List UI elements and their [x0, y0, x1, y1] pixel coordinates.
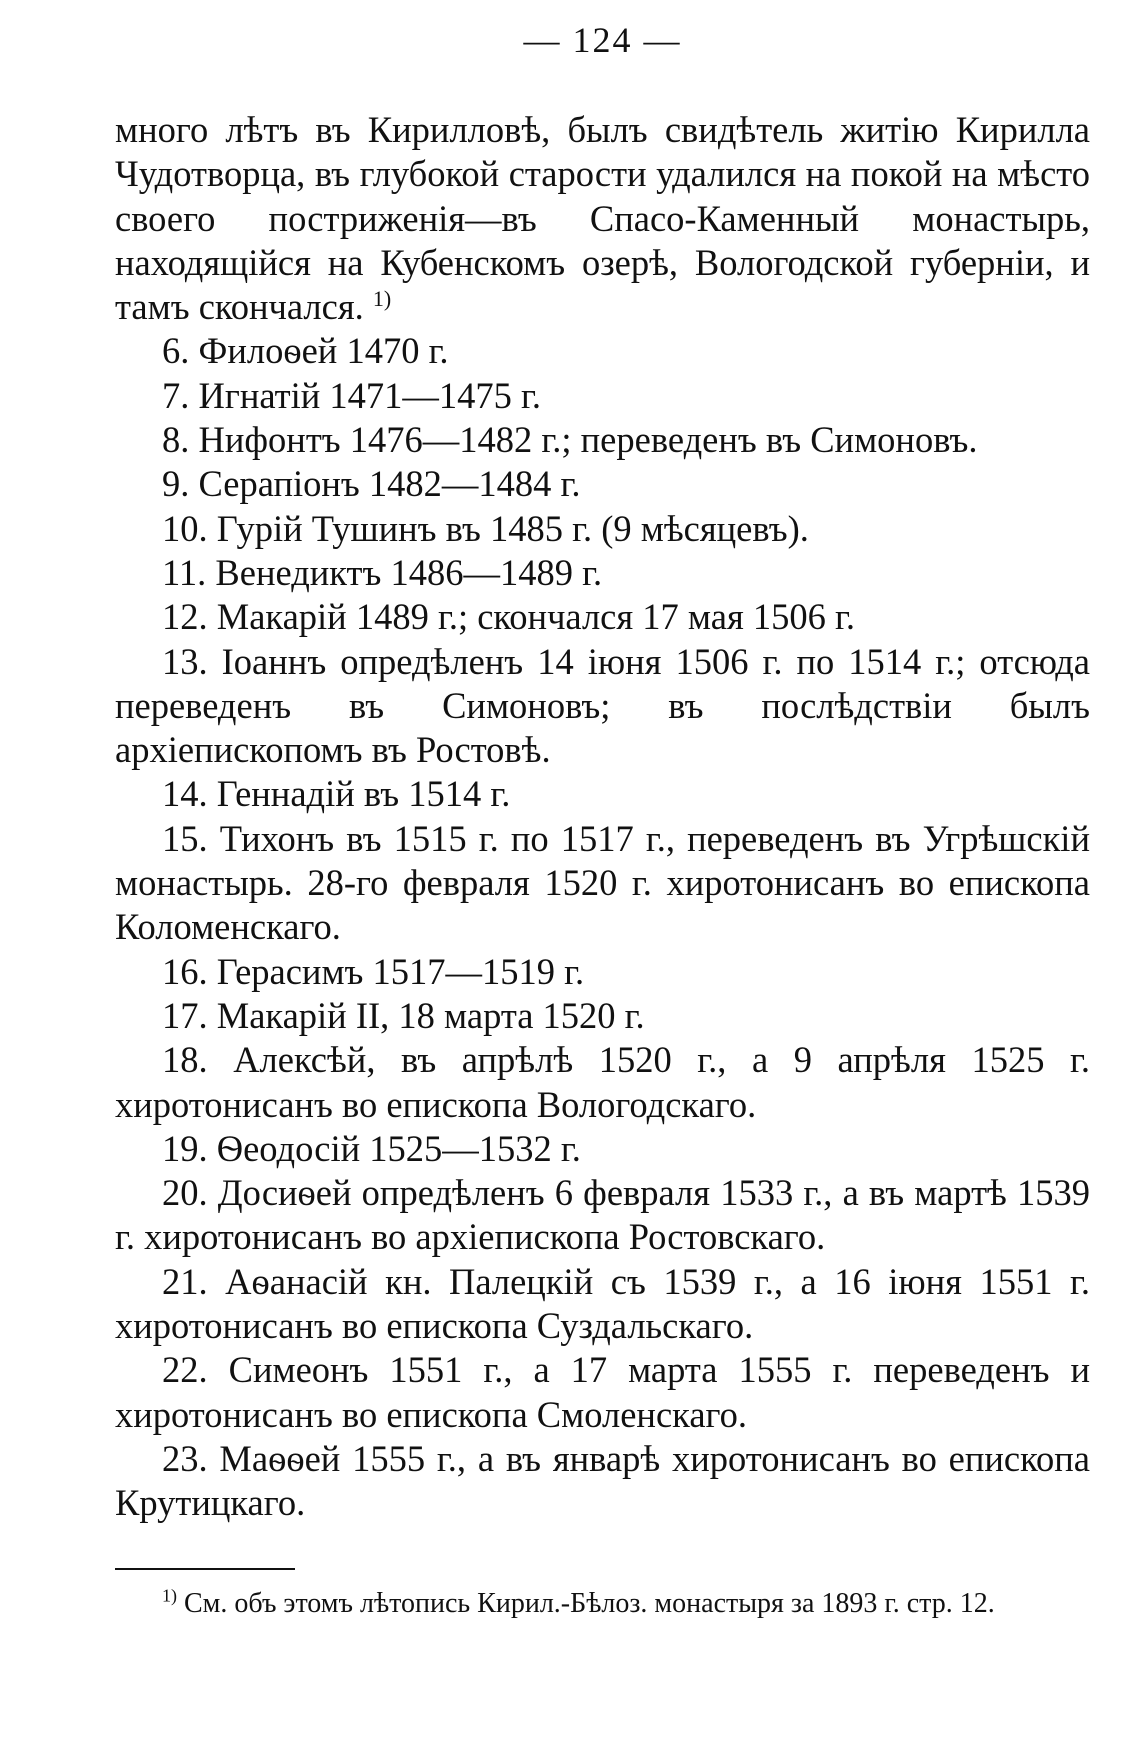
intro-paragraph — [115, 108, 1090, 329]
list-item: 22. Симеонъ 1551 г., а 17 марта 1555 г. переведенъ и хиротонисанъ во епископа Смоленскаго. — [115, 1349, 1090, 1435]
list-item: 6. Филоѳей 1470 г. — [162, 330, 449, 372]
footnote-text: См. объ этомъ лѣтопись Кирил.-Бѣлоз. монастыря за 1893 г. стр. 12. — [184, 1587, 995, 1619]
list-item: 20. Досиѳей опредѣленъ 6 февраля 1533 г., а въ мартѣ 1539 г. хиротонисанъ во архіепископа Ростовскаго. — [115, 1172, 1090, 1258]
list-item: 8. Нифонтъ 1476—1482 г.; переведенъ въ Симоновъ. — [162, 419, 978, 461]
list-item: 17. Макарій II, 18 марта 1520 г. — [162, 994, 645, 1036]
list-item: 18. Алексѣй, въ апрѣлѣ 1520 г., а 9 апрѣля 1525 г. хиротонисанъ во епископа Вологодскаго. — [115, 1039, 1090, 1125]
list-item: 16. Герасимъ 1517—1519 г. — [162, 950, 585, 992]
list-item: 14. Геннадій въ 1514 г. — [162, 773, 511, 815]
list-item: 12. Макарій 1489 г.; скончался 17 мая 1506 г. — [162, 596, 855, 638]
list-item: 11. Венедиктъ 1486—1489 г. — [162, 551, 603, 593]
list-item: 9. Серапіонъ 1482—1484 г. — [162, 463, 581, 505]
book-page — [115, 10, 1090, 1624]
intro-text: много лѣтъ въ Кирилловѣ, былъ свидѣтель житію Кирилла Чудотворца, въ глубокой старости удалился на покой на мѣсто своего постриженія—въ Спасо-Каменный монастырь, находящійся на Кубенскомъ озерѣ, Вологодской губерніи, и тамъ скончался. — [115, 109, 1090, 328]
main-text — [115, 108, 1090, 1526]
list-item: 21. Аѳанасій кн. Палецкій съ 1539 г., а 16 іюня 1551 г. хиротонисанъ во епископа Суздальскаго. — [115, 1260, 1090, 1347]
list-item: 10. Гурій Тушинъ въ 1485 г. (9 мѣсяцевъ). — [162, 507, 809, 549]
list-item: 7. Игнатій 1471—1475 г. — [162, 374, 541, 416]
list-item: 15. Тихонъ въ 1515 г. по 1517 г., переведенъ въ Угрѣшскій монастырь. 28-го февраля 1520 г. хиротонисанъ во епископа Коломенскаго. — [115, 817, 1090, 948]
list-item: 19. Ѳеодосій 1525—1532 г. — [162, 1127, 581, 1169]
list-item: 23. Маѳѳей 1555 г., а въ январѣ хиротонисанъ во епископа Крутицкаго. — [115, 1437, 1090, 1524]
list-item: 13. Іоаннъ опредѣленъ 14 іюня 1506 г. по 1514 г.; отсюда переведенъ въ Симоновъ; въ послѣдствіи былъ архіепископомъ въ Ростовѣ. — [115, 640, 1090, 771]
footnote-reference: 1) — [372, 286, 392, 312]
footnote-mark: 1) — [162, 1585, 177, 1606]
footnote-divider — [115, 1568, 295, 1570]
footnote — [115, 1584, 1090, 1624]
page-number: — 124 — — [523, 20, 682, 60]
